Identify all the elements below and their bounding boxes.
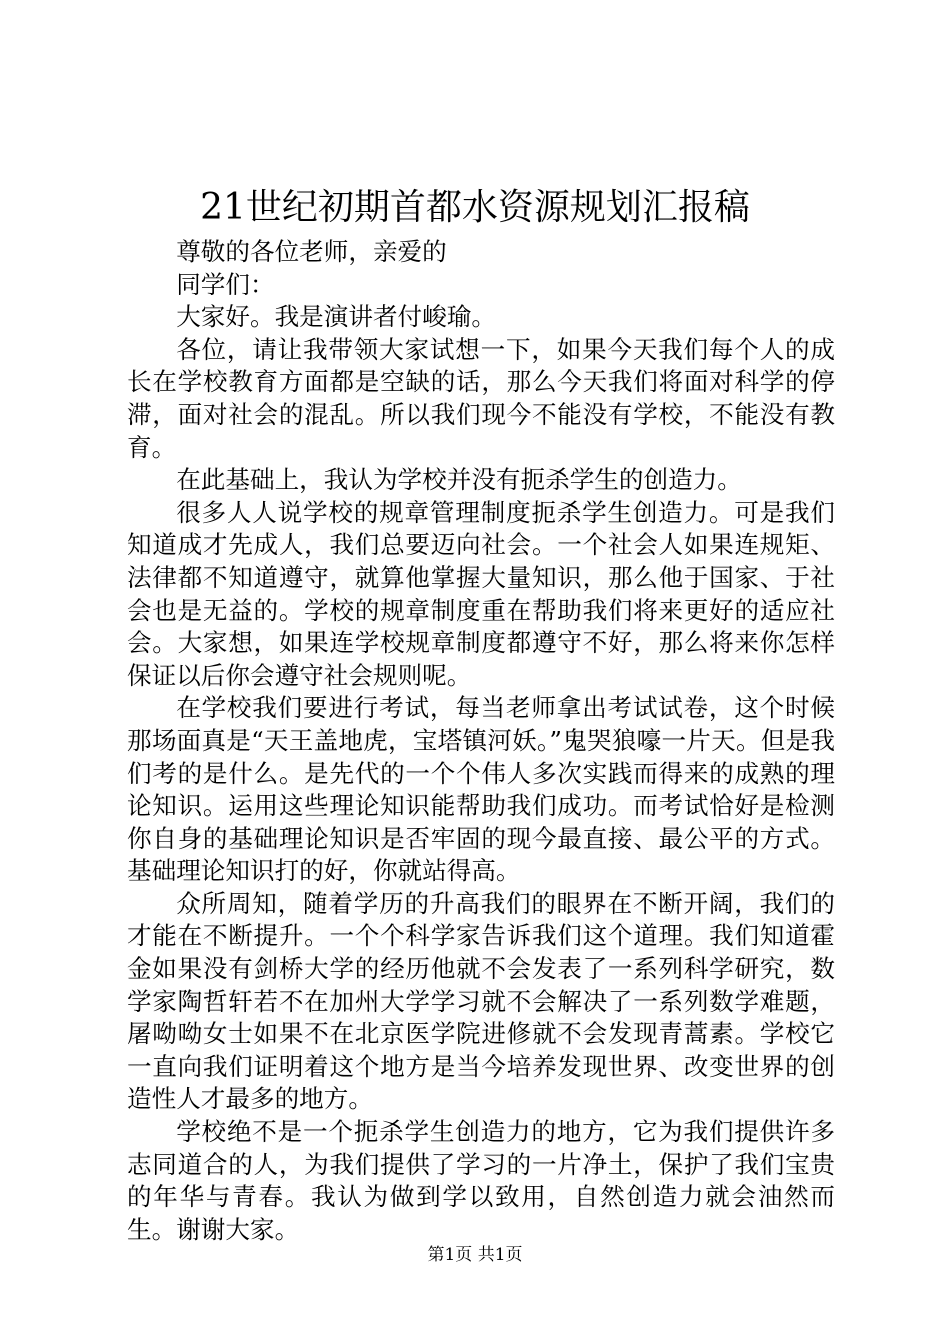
closing-paragraph: 学校绝不是一个扼杀学生创造力的地方，它为我们提供许多志同道合的人，为我们提供了学习的一片净土，保护了我们宝贵的年华与青春。我认为做到学以致用，自然创造力就会油然而生。谢谢大家。 — [127, 1117, 835, 1244]
document-body — [127, 236, 835, 1246]
body-paragraph: 在此基础上，我认为学校并没有扼杀学生的创造力。 — [176, 465, 742, 495]
page-number-footer: 第1页 共1页 — [427, 1245, 523, 1265]
greeting-paragraph: 大家好。我是演讲者付峻瑜。 — [176, 302, 496, 332]
body-paragraph: 在学校我们要进行考试，每当老师拿出考试试卷，这个时候那场面真是“天王盖地虎，宝塔镇河妖。”鬼哭狼嚎一片天。但是我们考的是什么。是先代的一个个伟人多次实践而得来的成熟的理论知识。运用这些理论知识能帮助我们成功。而考试恰好是检测你自身的基础理论知识是否牢固的现今最直接、最公平的方式。基础理论知识打的好，你就站得高。 — [127, 693, 835, 886]
body-paragraph: 各位，请让我带领大家试想一下，如果今天我们每个人的成长在学校教育方面都是空缺的话，那么今天我们将面对科学的停滞，面对社会的混乱。所以我们现今不能没有学校，不能没有教育。 — [127, 334, 835, 462]
document-title: 21世纪初期首都水资源规划汇报稿 — [200, 187, 750, 228]
salutation-line-2: 同学们： — [176, 269, 275, 299]
body-paragraph: 众所周知，随着学历的升高我们的眼界在不断开阔，我们的才能在不断提升。一个个科学家告诉我们这个道理。我们知道霍金如果没有剑桥大学的经历他就不会发表了一系列科学研究，数学家陶哲轩若不在加州大学学习就不会解决了一系列数学难题，屠呦呦女士如果不在北京医学院进修就不会发现青蒿素。学校它一直向我们证明着这个地方是当今培养发现世界、改变世界的创造性人才最多的地方。 — [127, 888, 835, 1114]
salutation-line-1: 尊敬的各位老师，亲爱的 — [176, 237, 447, 266]
body-paragraph: 很多人人说学校的规章管理制度扼杀学生创造力。可是我们知道成才先成人，我们总要迈向社会。一个社会人如果连规矩、法律都不知道遵守，就算他掌握大量知识，那么他于国家、于社会也是无益的。学校的规章制度重在帮助我们将来更好的适应社会。大家想，如果连学校规章制度都遵守不好，那么将来你怎样保证以后你会遵守社会规则呢。 — [127, 497, 835, 690]
